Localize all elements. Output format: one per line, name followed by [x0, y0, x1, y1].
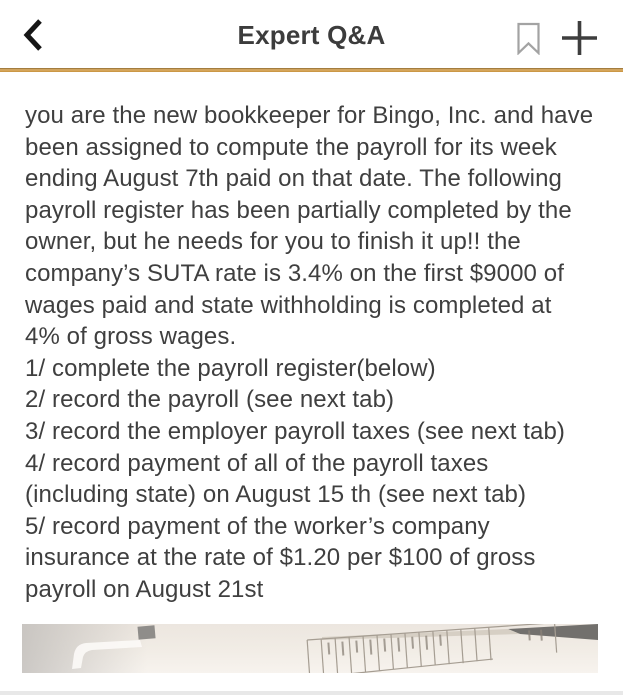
bookmark-icon: [515, 22, 542, 55]
question-line: (including state) on August 15 th (see next tab): [25, 481, 527, 509]
header-actions: [515, 20, 598, 56]
question-line: 4/ record payment of all of the payroll taxes: [25, 449, 489, 477]
add-question-button[interactable]: [561, 20, 598, 56]
question-line: 4% of gross wages.: [25, 323, 237, 351]
question-text: [0, 72, 623, 606]
bookmark-button[interactable]: [515, 22, 542, 55]
question-view: [0, 72, 623, 673]
page-title: Expert Q&A: [237, 20, 386, 50]
question-line: payroll register has been partially completed by the: [25, 196, 572, 224]
question-line: 5/ record payment of the worker’s company: [25, 512, 490, 540]
question-line: been assigned to compute the payroll for its week: [25, 133, 557, 161]
question-line: you are the new bookkeeper for Bingo, Inc. and have: [25, 102, 594, 129]
question-line: 1/ complete the payroll register(below): [25, 354, 436, 382]
payroll-register-photo-graphic: [22, 624, 598, 673]
top-bar: [0, 0, 623, 68]
question-line: owner, but he needs for you to finish it up!! the: [25, 228, 521, 256]
payroll-register-photo[interactable]: [22, 624, 598, 673]
bottom-divider: [0, 691, 623, 695]
question-line: insurance at the rate of $1.20 per $100 of gross: [25, 544, 536, 572]
question-line: wages paid and state withholding is completed at: [25, 291, 552, 319]
question-line: payroll on August 21st: [25, 575, 264, 603]
question-line: ending August 7th paid on that date. The following: [25, 165, 562, 193]
question-line: 2/ record the payroll (see next tab): [25, 386, 395, 414]
plus-icon: [561, 20, 598, 56]
question-line: company’s SUTA rate is 3.4% on the first $9000 of: [25, 259, 564, 287]
question-line: 3/ record the employer payroll taxes (see next tab): [25, 417, 566, 445]
